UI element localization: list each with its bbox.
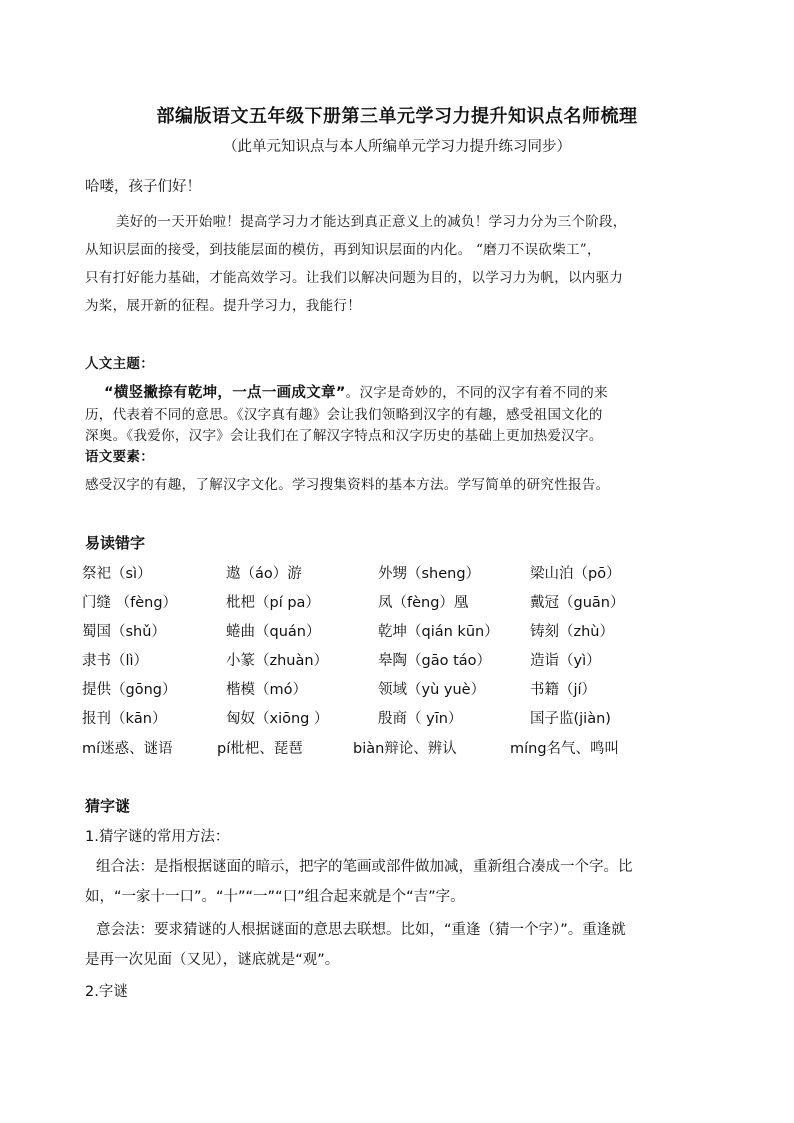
misread-word: 外甥（sheng） (378, 566, 481, 582)
misread-word: 枇杷（pí pa） (226, 595, 320, 611)
misread-word: 蜷曲（quán） (226, 624, 321, 640)
misread-word: 祭祀（sì） (82, 566, 152, 582)
misread-word: 隶书（lì） (82, 653, 149, 669)
misread-word: 造诣（yì） (530, 653, 601, 669)
misread-word: 书籍（jí） (530, 682, 597, 698)
humanities-line-2: 历，代表着不同的意思。《汉字真有趣》会让我们领略到汉字的有趣，感受祖国文化的 (85, 407, 603, 423)
misread-word: 梁山泊（pō） (530, 566, 621, 582)
intro-line-1: 美好的一天开始啦！提高学习力才能达到真正意义上的减负！学习力分为三个阶段， (116, 214, 627, 230)
misread-word: 国子监(jiàn) (530, 711, 611, 727)
misread-word: 蜀国（shǔ） (82, 624, 166, 640)
riddle-meaning-line-1: 意会法：要求猜谜的人根据谜面的意思去联想。比如，“重逢（猜一个字）”。重逢就 (96, 922, 626, 938)
polyphone-item: míng名气、鸣叫 (510, 741, 620, 757)
humanities-line-1-rest: 。汉字是奇妙的，不同的汉字有着不同的来 (345, 385, 608, 401)
polyphone-item: biàn辩论、辨认 (353, 741, 457, 757)
misread-word: 铸刻（zhù） (530, 624, 614, 640)
greeting: 哈喽，孩子们好！ (85, 179, 201, 195)
riddle-heading: 猜字谜 (85, 797, 131, 815)
elements-label: 语文要素： (85, 449, 154, 465)
humanities-quote: “横竖撇捺有乾坤，一点一画成文章” (104, 385, 346, 401)
misread-word: 门缝 （fèng） (82, 595, 178, 611)
document-title: 部编版语文五年级下册第三单元学习力提升知识点名师梳理 (156, 106, 638, 127)
humanities-line-3: 深奥。《我爱你，汉字》会让我们在了解汉字特点和汉字历史的基础上更加热爱汉字。 (85, 428, 603, 444)
misread-word: 提供（gōng） (82, 682, 177, 698)
misread-heading: 易读错字 (85, 534, 146, 552)
riddle-combination-line-1: 组合法：是指根据谜面的暗示，把字的笔画或部件做加减，重新组合凑成一个字。比 (96, 859, 633, 875)
misread-word: 凤（fèng）凰 (378, 595, 469, 611)
misread-word: 皋陶（gāo táo） (378, 653, 492, 669)
polyphone-item: pí枇杷、琵琶 (217, 741, 303, 757)
riddle-meaning-line-2: 是再一次见面（又见），谜底就是“观”。 (85, 952, 340, 968)
intro-line-4: 为桨，展开新的征程。提升学习力，我能行！ (85, 298, 361, 314)
riddle-combination-line-2: 如，“一家十一口”。“十”“一”“口”组合起来就是个“吉”字。 (85, 889, 465, 905)
misread-word: 遨（áo）游 (226, 566, 302, 582)
riddle-item-2: 2.字谜 (85, 984, 128, 1000)
humanities-line-1 (104, 381, 608, 402)
elements-text: 感受汉字的有趣，了解汉字文化。学习搜集资料的基本方法。学写简单的研究性报告。 (85, 477, 610, 493)
misread-word: 乾坤（qián kūn） (378, 624, 499, 640)
misread-word: 匈奴（xiōng ） (226, 711, 329, 727)
humanities-label: 人文主题： (85, 356, 154, 372)
riddle-item-1: 1.猜字谜的常用方法： (85, 829, 230, 845)
misread-word: 殷商（ yīn） (378, 711, 463, 727)
misread-word: 楷模（mó） (226, 682, 307, 698)
document-subtitle: （此单元知识点与本人所编单元学习力提升练习同步） (223, 139, 571, 155)
misread-word: 领域（yù yuè） (378, 682, 486, 698)
misread-word: 戴冠（guān） (530, 595, 625, 611)
polyphone-item: mí迷惑、谜语 (82, 741, 173, 757)
misread-word: 报刊（kān） (82, 711, 167, 727)
intro-line-3: 只有打好能力基础，才能高效学习。让我们以解决问题为目的，以学习力为帆，以内驱力 (85, 270, 624, 286)
misread-word: 小篆（zhuàn） (226, 653, 329, 669)
intro-line-2: 从知识层面的接受，到技能层面的模仿，再到知识层面的内化。 “磨刀不误砍柴工”， (85, 242, 601, 258)
